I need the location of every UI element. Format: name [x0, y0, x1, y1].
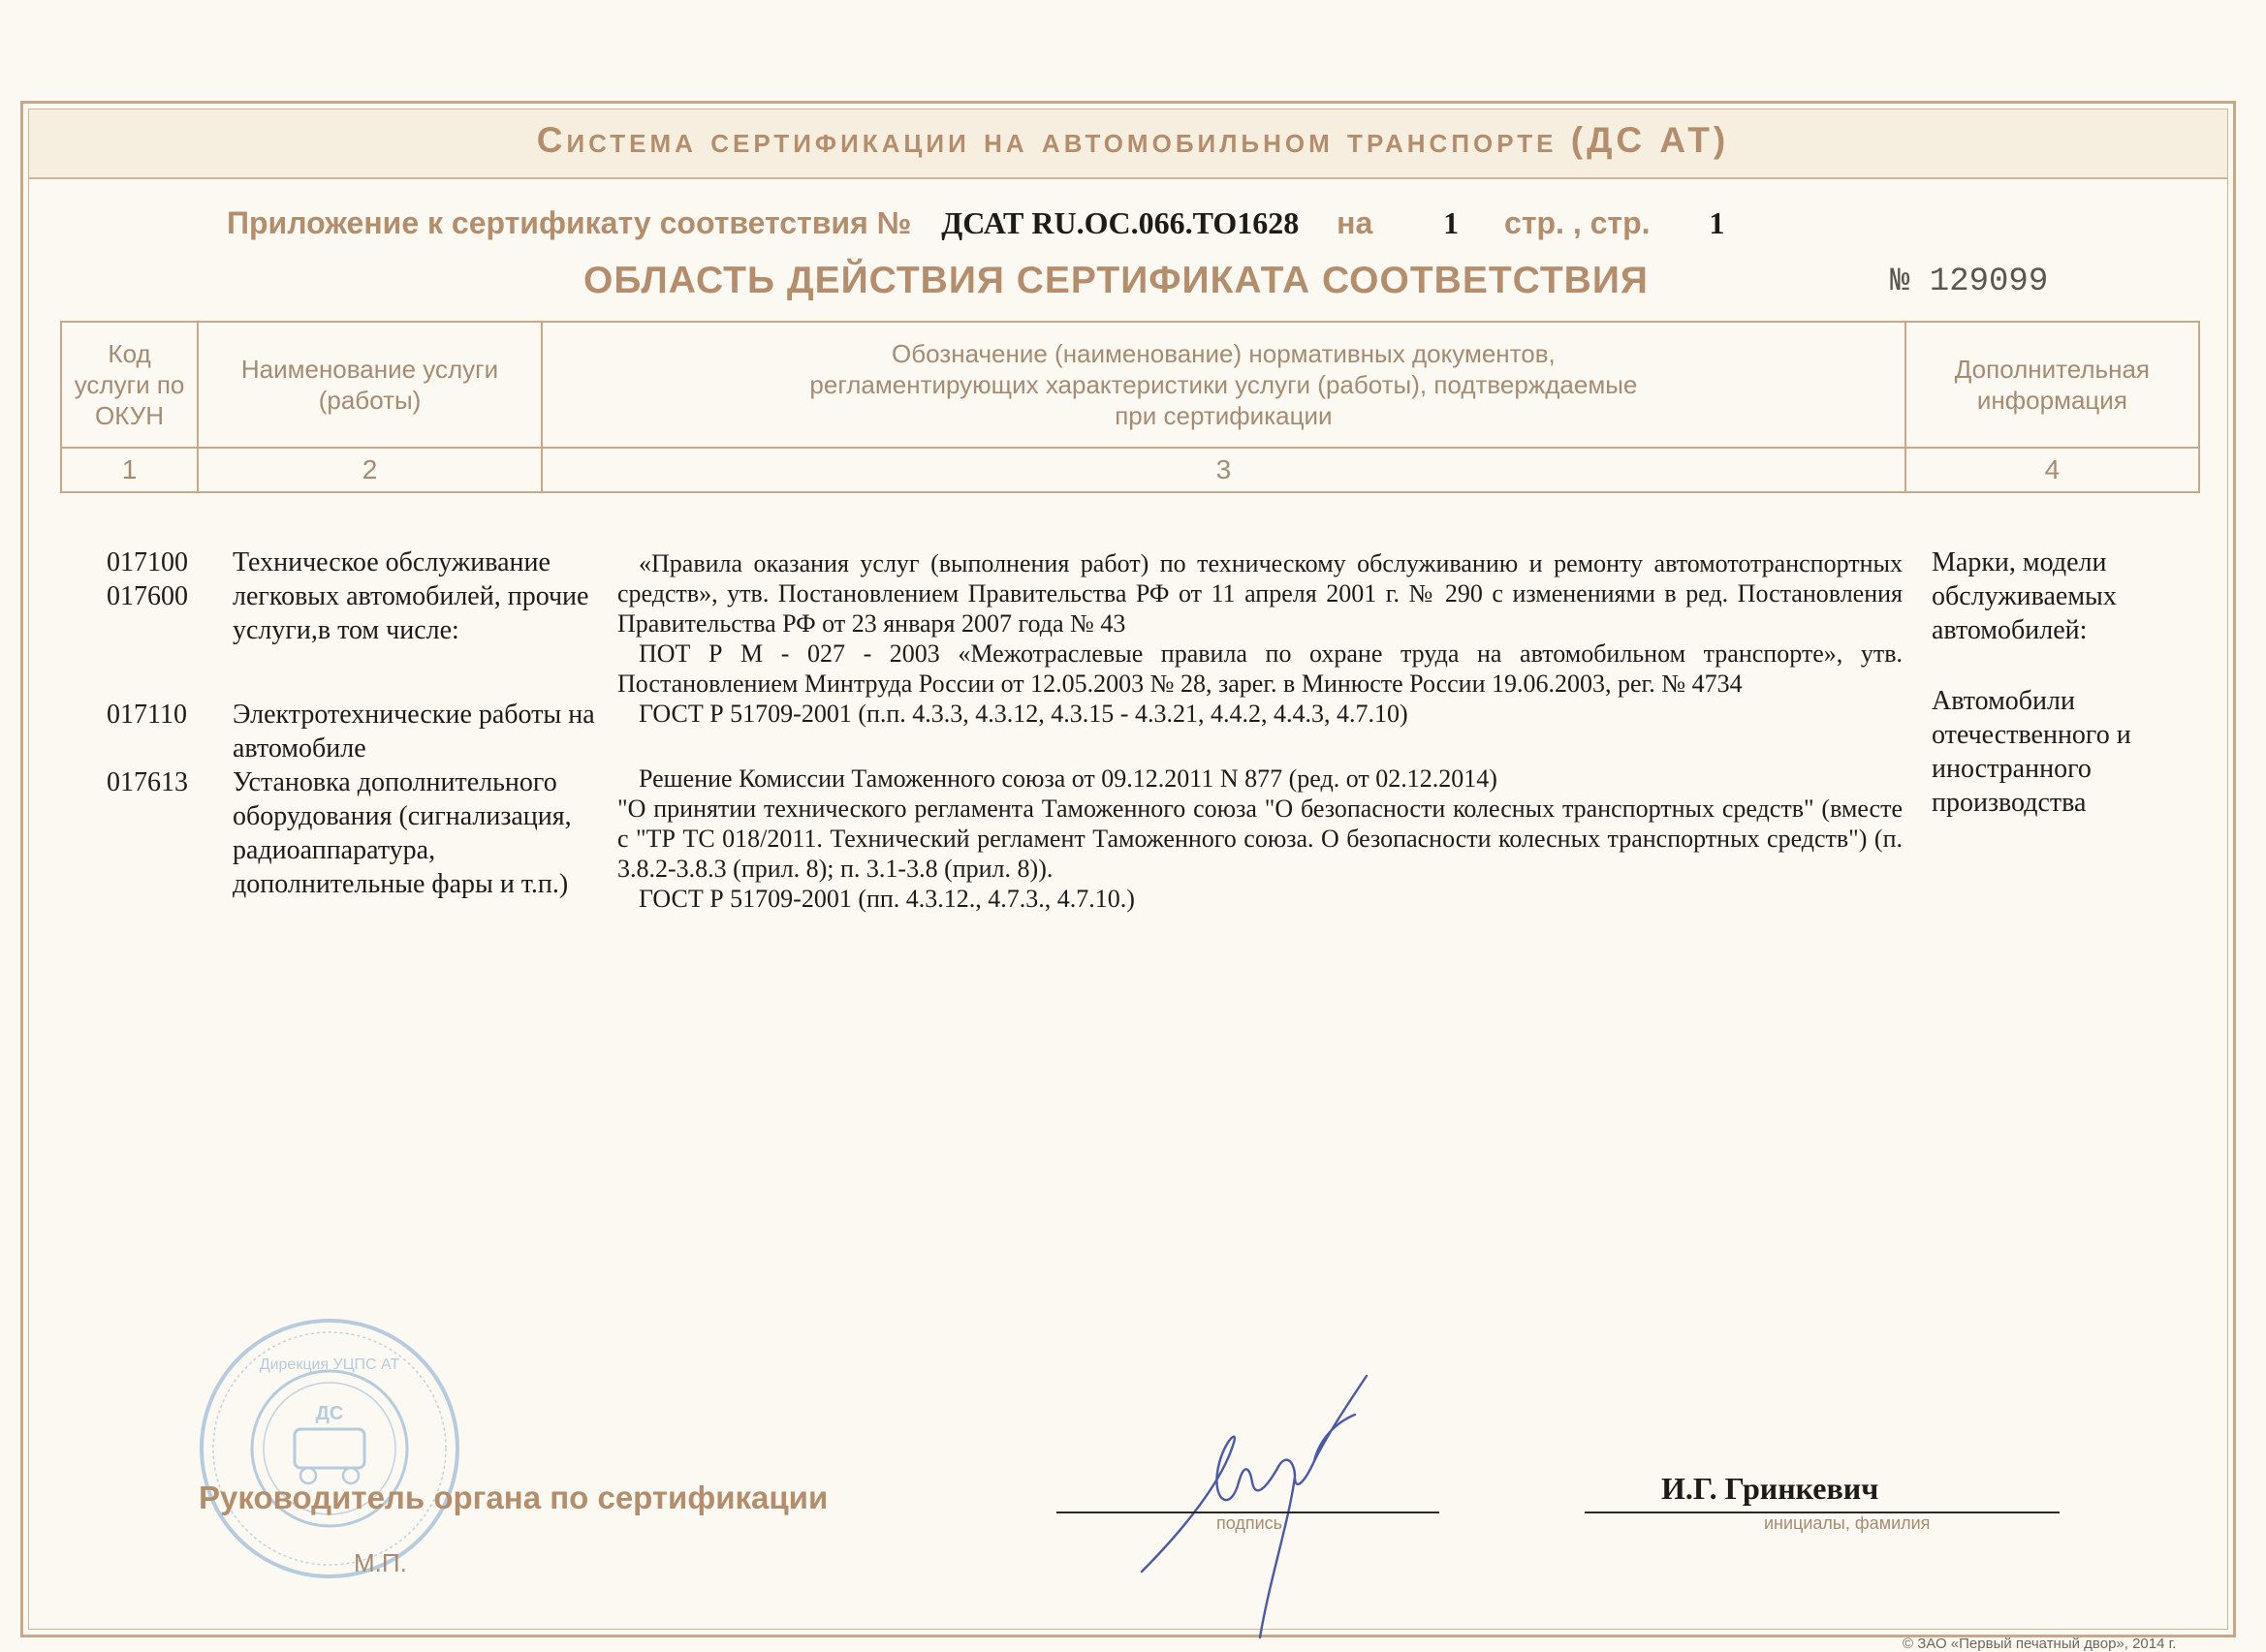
signature-caption: подпись	[1216, 1513, 1283, 1533]
extra-info-origin: Автомобили отечественного и иностранного производства	[1932, 686, 2131, 818]
column-header-extra: Дополнительная информация	[1905, 322, 2199, 448]
column-number: 1	[61, 448, 198, 492]
copyright: © ЗАО «Первый печатный двор», 2014 г.	[1903, 1636, 2177, 1652]
signatory-name: И.Г. Гринкевич	[1661, 1471, 1879, 1506]
scope-title: ОБЛАСТЬ ДЕЙСТВИЯ СЕРТИФИКАТА СООТВЕТСТВИЯ	[583, 260, 1649, 301]
annex-on: на	[1337, 205, 1373, 240]
service-code: 017600	[107, 581, 188, 611]
svg-text:Дирекция УЦПС АТ: Дирекция УЦПС АТ	[259, 1356, 400, 1373]
documents-group-2	[617, 764, 1903, 914]
column-header-service: Наименование услуги (работы)	[198, 322, 542, 448]
seal-place-label: М.П.	[354, 1548, 407, 1577]
serial-number: № 129099	[1890, 264, 2049, 300]
annex-prefix: Приложение к сертификату соответствия №	[227, 205, 912, 240]
svg-text:ДС: ДС	[315, 1403, 344, 1424]
documents-group-1	[617, 548, 1903, 729]
annex-line	[227, 205, 1724, 241]
document-entry: "О принятии технического регламента Таможенного союза "О безопасности колесных транспортных средств" (вместе с "ТР ТС 018/2011. Технический регламент Таможенного союза. О безопасности колесных транспортных средств") (п. 3.8.2-3.8.3 (прил. 8); п. 3.1-3.8 (прил. 8)).	[617, 795, 1903, 883]
column-header-code: Код услуги по ОКУН	[61, 322, 198, 448]
document-entry: Решение Комиссии Таможенного союза от 09.12.2011 N 877 (ред. от 02.12.2014)	[639, 764, 1497, 793]
service-name: Электротехнические работы на автомобиле	[233, 700, 595, 764]
column-number: 3	[542, 448, 1905, 492]
signatory-role: Руководитель органа по сертификации	[199, 1480, 829, 1515]
column-header-table	[60, 321, 2200, 493]
handwritten-signature	[1124, 1356, 1454, 1647]
pages-total: 1	[1443, 205, 1460, 240]
column-number: 2	[198, 448, 542, 492]
system-title: Система сертификации на автомобильном транспорте (ДС АТ)	[536, 120, 1730, 160]
service-name: Установка дополнительного оборудования (сигнализация, радиоаппаратура, дополнительные фары и т.п.)	[233, 767, 572, 899]
document-entry: «Правила оказания услуг (выполнения работ) по техническому обслуживанию и ремонту автомототранспортных средств», утв. Постановлением Правительства РФ от 11 апреля 2001 г. № 290 с изменениями в ред. Постановления Правительства РФ от 23 января 2007 года № 43	[617, 549, 1903, 638]
service-code: 017110	[107, 700, 187, 730]
document-entry: ПОТ Р М - 027 - 2003 «Межотраслевые правила по охране труда на автомобильном транспорте», утв. Постановлением Минтруда России от 12.05.2003 № 28, зарег. в Минюсте России 19.06.2003, рег. № 4734	[617, 639, 1903, 698]
extra-info-models: Марки, модели обслуживаемых автомобилей:	[1932, 547, 2117, 645]
name-caption: инициалы, фамилия	[1764, 1513, 1931, 1533]
certificate-number: ДСАТ RU.OC.066.TO1628	[941, 205, 1300, 240]
service-code: 017613	[107, 767, 188, 797]
document-entry: ГОСТ Р 51709-2001 (пп. 4.3.12., 4.7.3., 4.7.10.)	[639, 885, 1135, 913]
column-number: 4	[1905, 448, 2199, 492]
service-name: Техническое обслуживание легковых автомобилей, прочие услуги,в том числе:	[233, 547, 589, 645]
pages-label: стр. , стр.	[1504, 205, 1651, 240]
column-header-documents: Обозначение (наименование) нормативных документов, регламентирующих характеристики услуги (работы), подтверждаемые при сертификации	[542, 322, 1905, 448]
page-current: 1	[1709, 205, 1725, 240]
seal-stamp	[194, 1313, 465, 1584]
service-code: 017100	[107, 547, 188, 577]
document-entry: ГОСТ Р 51709-2001 (п.п. 4.3.3, 4.3.12, 4.3.15 - 4.3.21, 4.4.2, 4.4.3, 4.7.10)	[639, 700, 1408, 728]
